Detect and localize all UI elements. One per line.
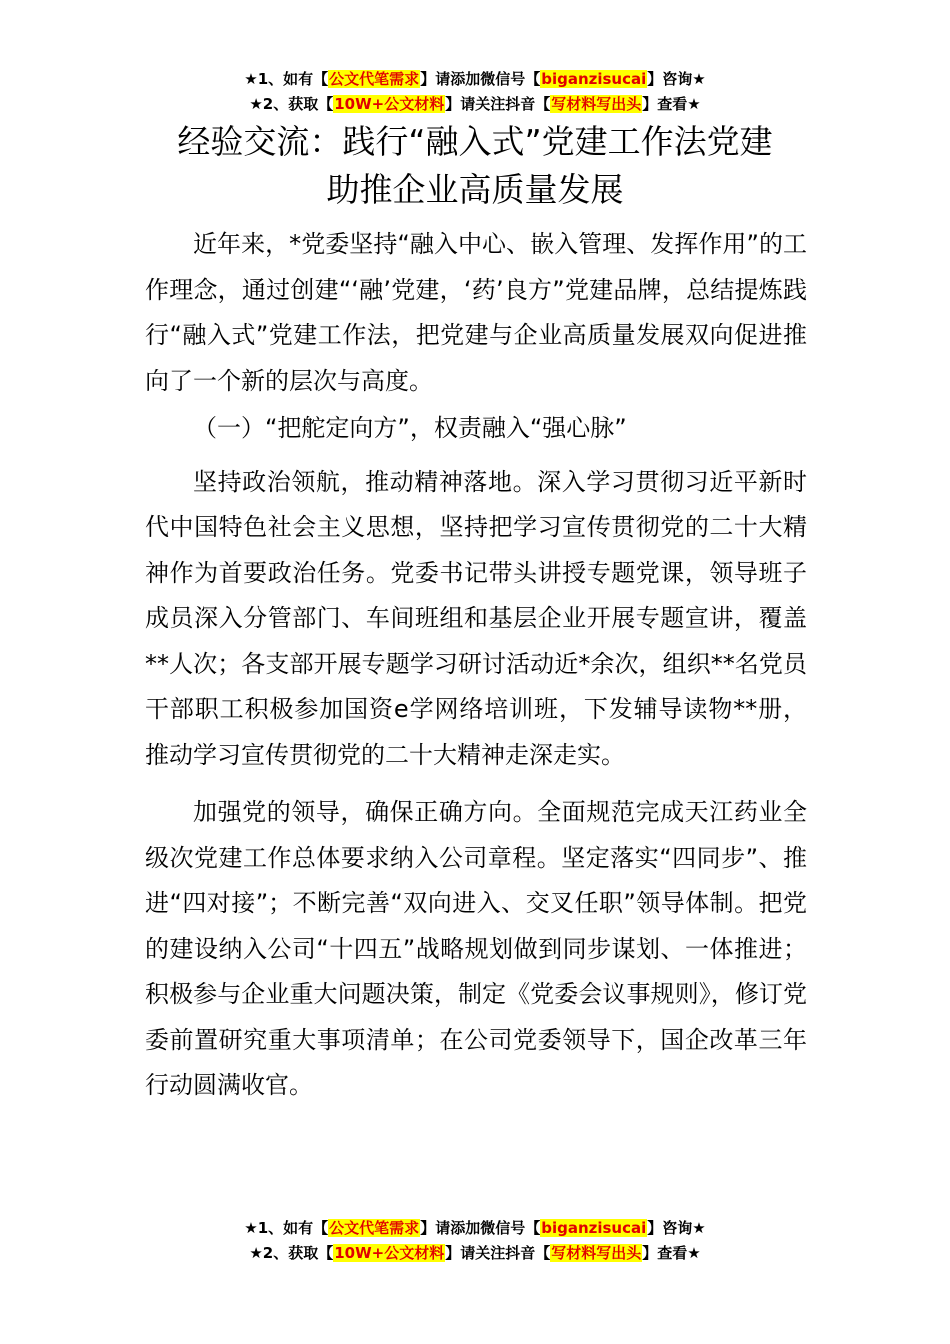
banner-text: 】咨询★ (647, 1219, 706, 1237)
banner-highlight: biganzisucai (541, 70, 647, 88)
banner-text: 】请添加微信号【 (420, 1219, 541, 1237)
banner-line-1 (0, 67, 950, 92)
paragraph-party-leadership: 加强党的领导，确保正确方向。全面规范完成天江药业全级次党建工作总体要求纳入公司章程。坚定落实“四同步”、推进“四对接”；不断完善“双向进入、交叉任职”领导体制。把党的建设纳入公司“十四五”战略规划做到同步谋划、一体推进；积极参与企业重大问题决策，制定《党委会议事规则》，修订党委前置研究重大事项清单；在公司党委领导下，国企改革三年行动圆满收官。 (145, 798, 807, 1099)
banner-text: 】请添加微信号【 (420, 70, 541, 88)
banner-line-2 (0, 92, 950, 117)
banner-highlight: 10W+公文材料 (334, 1244, 445, 1262)
title-line-1: 经验交流：践行“融入式”党建工作法党建 (177, 122, 773, 161)
banner-highlight: biganzisucai (541, 1219, 647, 1237)
document-title (140, 118, 810, 214)
banner-text: ★2、获取【 (249, 1244, 334, 1262)
banner-text: ★1、如有【 (244, 1219, 329, 1237)
paragraph-intro: 近年来，*党委坚持“融入中心、嵌入管理、发挥作用”的工作理念，通过创建“‘融’党建，‘药’良方”党建品牌，总结提炼践行“融入式”党建工作法，把党建与企业高质量发展双向促进推向了一个新的层次与高度。 (145, 230, 807, 395)
section-heading: （一）“把舵定向方”，权责融入“强心脉” (193, 414, 627, 442)
banner-text: 】查看★ (642, 95, 701, 113)
paragraph-political-leadership: 坚持政治领航，推动精神落地。深入学习贯彻习近平新时代中国特色社会主义思想，坚持把学习宣传贯彻党的二十大精神作为首要政治任务。党委书记带头讲授专题党课，领导班子成员深入分管部门、车间班组和基层企业开展专题宣讲，覆盖**人次；各支部开展专题学习研讨活动近*余次，组织**名党员干部职工积极参加国资e学网络培训班，下发辅导读物**册，推动学习宣传贯彻党的二十大精神走深走实。 (145, 467, 807, 769)
banner-highlight: 写材料写出头 (551, 95, 642, 113)
banner-line-1 (0, 1216, 950, 1241)
banner-highlight: 10W+公文材料 (334, 95, 445, 113)
banner-text: ★1、如有【 (244, 70, 329, 88)
banner-text: 】咨询★ (647, 70, 706, 88)
banner-highlight: 写材料写出头 (551, 1244, 642, 1262)
banner-text: ★2、获取【 (249, 95, 334, 113)
banner-line-2 (0, 1241, 950, 1266)
top-banner (0, 67, 950, 117)
banner-text: 】请关注抖音【 (445, 1244, 551, 1262)
bottom-banner (0, 1216, 950, 1266)
banner-highlight: 公文代笔需求 (329, 1219, 420, 1237)
document-body (145, 222, 807, 1109)
banner-highlight: 公文代笔需求 (329, 70, 420, 88)
banner-text: 】请关注抖音【 (445, 95, 551, 113)
banner-text: 】查看★ (642, 1244, 701, 1262)
title-line-2: 助推企业高质量发展 (326, 170, 624, 209)
